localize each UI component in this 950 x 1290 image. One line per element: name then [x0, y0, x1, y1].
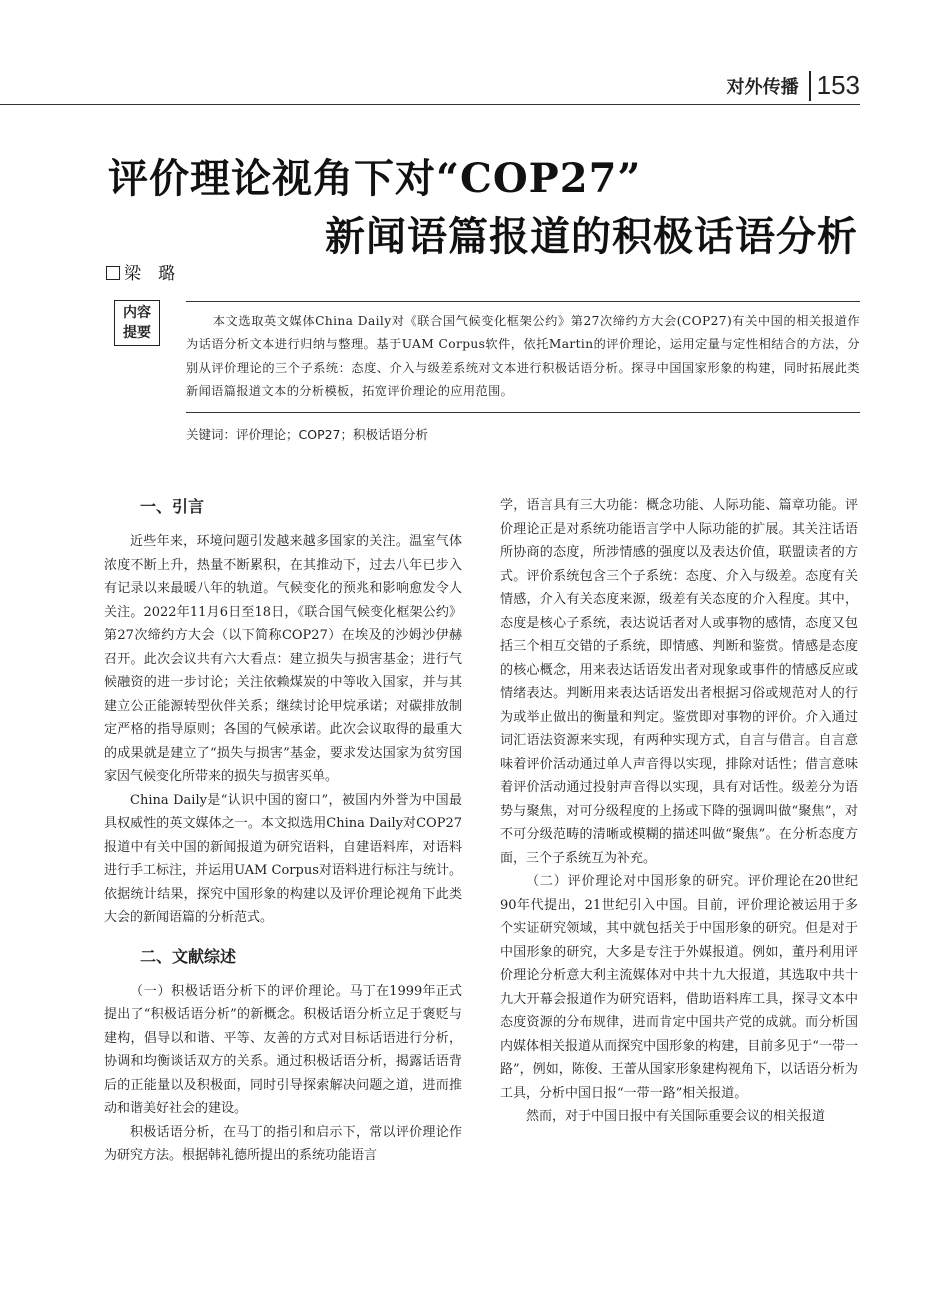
abstract-label-line-2: 提要 [123, 325, 151, 341]
paragraph: 学，语言具有三大功能：概念功能、人际功能、篇章功能。评价理论正是对系统功能语言学中人际功能的扩展。其关注话语所协商的态度，所涉情感的强度以及表达价值，联盟读者的方式。评价系统包含三个子系统：态度、介入与级差。态度有关情感，介入有关态度来源，级差有关态度的介入程度。其中，态度是核心子系统，表达说话者对人或事物的感情，态度又包括三个相互交错的子系统，即情感、判断和鉴赏。情感是态度的核心概念，用来表达话语发出者对现象或事件的情感反应或情绪表达。判断用来表达话语发出者根据习俗或规范对人的行为或举止做出的衡量和判定。鉴赏即对事物的评价。介入通过词汇语法资源来实现，有两种实现方式，自言与借言。自言意味着评价活动通过单人声音得以实现，排除对话性；借言意味着评价活动通过投射声音得以实现，具有对话性。级差分为语势与聚焦，对可分级程度的上扬或下降的强调叫做“聚焦”，对不可分级范畴的清晰或模糊的描述叫做“聚焦”。在分析态度方面，三个子系统互为补充。 [500, 498, 858, 866]
section-heading-literature-review: 二、文献综述 [140, 946, 237, 966]
paragraph [500, 870, 858, 1105]
subsection-heading: （二）评价理论对中国形象的研究。 [526, 874, 748, 889]
abstract-rule-bottom [186, 412, 860, 413]
abstract-text: 本文选取英文媒体China Daily对《联合国气候变化框架公约》第27次缔约方大会(COP27)有关中国的相关报道作为话语分析文本进行归纳与整理。基于UAM Corpus软件，依托Martin的评价理论，运用定量与定性相结合的方法，分别从评价理论的三个子系统：态度、介入与级差系统对文本进行积极话语分析。探寻中国国家形象的构建，同时拓展此类新闻语篇报道文本的分析模板，拓宽评价理论的应用范围。 [186, 314, 860, 399]
author-line [106, 259, 175, 284]
running-head-divider [809, 71, 811, 101]
title-line-2: 新闻语篇报道的积极话语分析 [325, 213, 858, 260]
paragraph: 近些年来，环境问题引发越来越多国家的关注。温室气体浓度不断上升，热量不断累积，在其推动下，过去八年已步入有记录以来最暖八年的轨道。气候变化的预兆和影响愈发令人关注。2022年11月6日至18日，《联合国气候变化框架公约》第27次缔约方大会（以下简称COP27）在埃及的沙姆沙伊赫召开。此次会议共有六大看点：建立损失与损害基金；进行气候融资的进一步讨论；关注依赖煤炭的中等收入国家，并与其建立公正能源转型伙伴关系；继续讨论甲烷承诺；对碳排放制定严格的指导原则；各国的气候承诺。此次会议取得的最重大的成果就是建立了“损失与损害”基金，要求发达国家为贫穷国家因气候变化所带来的损失与损害买单。 [104, 534, 462, 784]
left-column [104, 490, 462, 1168]
journal-section-name: 对外传播 [726, 76, 799, 98]
paragraph-text: 马丁在1999年正式提出了“积极话语分析”的新概念。积极话语分析立足于褒贬与建构，倡导以和谐、平等、友善的方式对目标话语进行分析，协调和均衡谈话双方的关系。通过积极话语分析，揭露话语背后的正能量以及积极面，同时引导探索解决问题之道，进而推动和谐美好社会的建设。 [104, 983, 462, 1116]
keywords: 关键词：评价理论；COP27；积极话语分析 [186, 427, 429, 442]
title-line-1: 评价理论视角下对“COP27” [108, 155, 642, 202]
paragraph: 然而，对于中国日报中有关国际重要会议的相关报道 [526, 1109, 826, 1124]
article-title [108, 150, 858, 266]
author-box-icon [106, 266, 120, 280]
page-number: 153 [816, 70, 860, 100]
author-name: 梁 璐 [124, 264, 175, 284]
paragraph: China Daily是“认识中国的窗口”，被国内外誉为中国最具权威性的英文媒体之一。本文拟选用China Daily对COP27报道中有关中国的新闻报道为研究语料，自建语料库，对语料进行手工标注，并运用UAM Corpus对语料进行标注与统计。依据统计结果，探究中国形象的构建以及评价理论视角下此类大会的新闻语篇的分析范式。 [104, 792, 462, 925]
abstract-rule-top [186, 301, 860, 302]
header-rule [0, 104, 860, 105]
right-column [500, 494, 858, 1129]
abstract-label-line-1: 内容 [123, 305, 151, 321]
abstract-label [114, 300, 160, 346]
running-head [0, 70, 860, 101]
paragraph: 积极话语分析，在马丁的指引和启示下，常以评价理论作为研究方法。根据韩礼德所提出的系统功能语言 [104, 1124, 462, 1163]
section-heading-introduction: 一、引言 [140, 497, 205, 516]
paragraph-text: 评价理论在20世纪90年代提出，21世纪引入中国。目前，评价理论被运用于多个实证研究领域，其中就包括关于中国形象的研究。但是对于中国形象的研究，大多是专注于外媒报道。例如，董丹利用评价理论分析意大利主流媒体对中共十九大报道，其选取中共十九大开幕会报道作为研究语料，借助语料库工具，探寻文本中态度资源的分布规律，进而肯定中国共产党的成就。而分析国内媒体相关报道从而探究中国形象的构建，目前多见于“一带一路”，例如，陈俊、王蕾从国家形象建构视角下，以话语分析为工具，分析中国日报“一带一路”相关报道。 [500, 874, 858, 1101]
paragraph [104, 980, 462, 1121]
subsection-heading: （一）积极话语分析下的评价理论。 [130, 983, 350, 999]
